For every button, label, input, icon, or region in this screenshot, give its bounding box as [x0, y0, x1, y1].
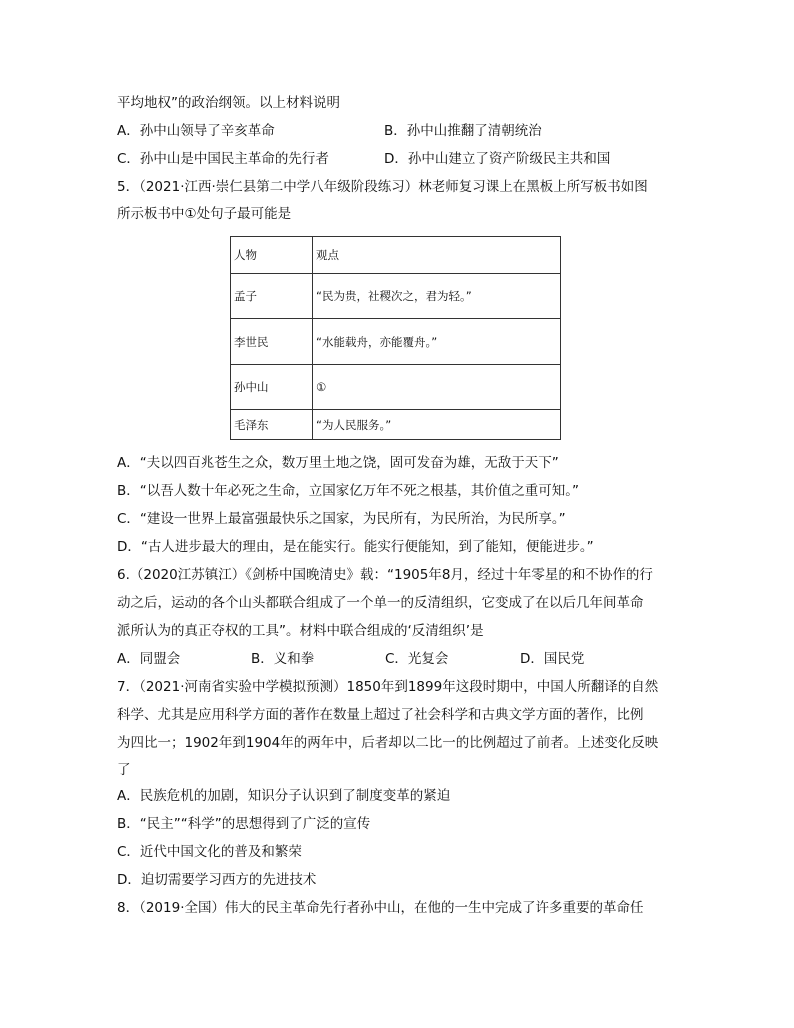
q5-option-d: D．“古人进步最大的理由，是在能实行。能实行便能知，到了能知，便能进步。” [117, 539, 594, 555]
q6-stem-line-2: 动之后，运动的各个山头都联合组成了一个单一的反清组织，它变成了在以后几年间革命 [117, 595, 644, 611]
q6-stem-line-3: 派所认为的真正夺权的工具”。材料中联合组成的‘反清组织’是 [117, 623, 484, 639]
q4-option-c: C．孙中山是中国民主革命的先行者 [117, 151, 329, 167]
q7-option-c: C．近代中国文化的普及和繁荣 [117, 844, 302, 860]
q7-stem-line-1: 7．（2021·河南省实验中学模拟预测）1850年到1899年这段时期中，中国人所翻译的自然 [117, 679, 659, 695]
q5-option-a: A．“夫以四百兆苍生之众，数万里土地之饶，固可发奋为雄，无敌于天下” [117, 455, 559, 471]
table-row [231, 319, 561, 365]
table-cell-view: “水能载舟，亦能覆舟。” [313, 319, 561, 365]
q4-option-b: B．孙中山推翻了清朝统治 [384, 123, 542, 139]
q7-option-d: D．迫切需要学习西方的先进技术 [117, 872, 317, 888]
table-row [231, 274, 561, 319]
q6-stem-line-1: 6.（2020江苏镇江）《剑桥中国晚清史》载：“1905年8月，经过十年零星的和不协作的行 [117, 567, 653, 583]
q7-option-b: B．“民主”“科学”的思想得到了广泛的宣传 [117, 816, 371, 832]
table-header-person: 人物 [231, 237, 313, 274]
q5-stem-line-2: 所示板书中①处句子最可能是 [117, 206, 292, 222]
table-cell-person: 孙中山 [231, 365, 313, 410]
q8-stem: 8．（2019·全国）伟大的民主革命先行者孙中山，在他的一生中完成了许多重要的革命任 [117, 900, 644, 916]
q7-option-a: A．民族危机的加剧，知识分子认识到了制度变革的紧迫 [117, 788, 451, 804]
table-header-row [231, 237, 561, 274]
table-header-view: 观点 [313, 237, 561, 274]
q5-option-c: C．“建设一世界上最富强最快乐之国家，为民所有，为民所治，为民所享。” [117, 511, 566, 527]
q7-stem-line-2: 科学、尤其是应用科学方面的著作在数量上超过了社会科学和古典文学方面的著作，比例 [117, 707, 644, 723]
table-cell-person: 李世民 [231, 319, 313, 365]
q5-stem-line-1: 5．（2021·江西·崇仁县第二中学八年级阶段练习）林老师复习课上在黑板上所写板书如图 [117, 179, 648, 195]
table-cell-person: 毛泽东 [231, 410, 313, 440]
q5-quote-table [230, 236, 561, 440]
q6-option-c: C．光复会 [385, 651, 449, 667]
q4-stem-tail: 平均地权”的政治纲领。以上材料说明 [117, 95, 340, 111]
q4-option-a: A．孙中山领导了辛亥革命 [117, 123, 275, 139]
table-cell-view: ① [313, 365, 561, 410]
q4-option-d: D．孙中山建立了资产阶级民主共和国 [384, 151, 611, 167]
table-cell-person: 孟子 [231, 274, 313, 319]
table-cell-view: “为人民服务。” [313, 410, 561, 440]
q6-option-b: B．义和拳 [251, 651, 315, 667]
q7-stem-line-4: 了 [117, 762, 131, 778]
table-row [231, 365, 561, 410]
q7-stem-line-3: 为四比一；1902年到1904年的两年中，后者却以二比一的比例超过了前者。上述变化反映 [117, 735, 659, 751]
table-row [231, 410, 561, 440]
q6-option-d: D．国民党 [520, 651, 585, 667]
q6-option-a: A．同盟会 [117, 651, 181, 667]
table-cell-view: “民为贵，社稷次之，君为轻。” [313, 274, 561, 319]
q5-option-b: B．“以吾人数十年必死之生命，立国家亿万年不死之根基，其价值之重可知。” [117, 483, 579, 499]
